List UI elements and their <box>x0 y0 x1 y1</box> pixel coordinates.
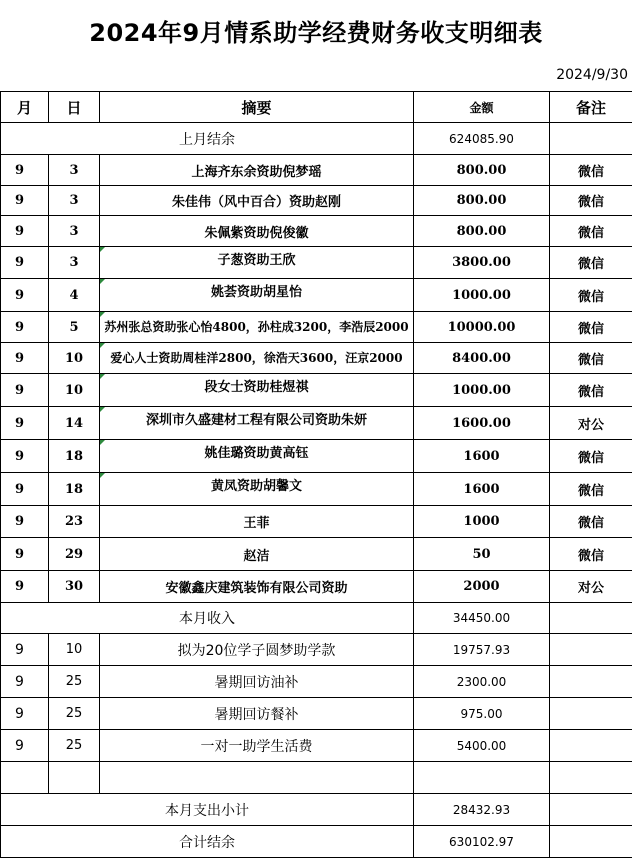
income-summary: 子葱资助王欣 <box>100 247 414 279</box>
income-day: 23 <box>49 506 100 538</box>
income-row <box>1 216 632 247</box>
income-month: 9 <box>1 538 49 571</box>
expense-summary: 暑期回访餐补 <box>100 698 414 730</box>
income-amount: 2000 <box>414 571 550 603</box>
income-row <box>1 155 632 186</box>
income-note: 微信 <box>550 440 632 473</box>
income-day: 3 <box>49 216 100 247</box>
last-month-balance-amount: 624085.90 <box>414 123 550 155</box>
income-day: 10 <box>49 343 100 374</box>
income-amount: 800.00 <box>414 216 550 247</box>
income-summary: 赵洁 <box>100 538 414 571</box>
income-month: 9 <box>1 279 49 312</box>
income-summary: 段女士资助桂煜祺 <box>100 374 414 407</box>
income-month: 9 <box>1 186 49 216</box>
income-amount: 800.00 <box>414 155 550 186</box>
total-balance-label: 合计结余 <box>1 826 414 858</box>
income-row <box>1 538 632 571</box>
income-day: 10 <box>49 374 100 407</box>
income-day: 18 <box>49 473 100 506</box>
expense-row <box>1 698 632 730</box>
income-day: 5 <box>49 312 100 343</box>
expense-amount: 2300.00 <box>414 666 550 698</box>
income-amount: 1000.00 <box>414 279 550 312</box>
header-note: 备注 <box>550 92 632 123</box>
expense-row <box>1 666 632 698</box>
header-row <box>1 92 632 123</box>
income-month: 9 <box>1 216 49 247</box>
income-month: 9 <box>1 312 49 343</box>
income-amount: 8400.00 <box>414 343 550 374</box>
expense-month: 9 <box>1 666 49 698</box>
income-summary: 朱佩紫资助倪俊徽 <box>100 216 414 247</box>
expense-summary: 一对一助学生活费 <box>100 730 414 762</box>
income-day: 3 <box>49 186 100 216</box>
income-month: 9 <box>1 374 49 407</box>
income-note: 对公 <box>550 407 632 440</box>
income-amount: 50 <box>414 538 550 571</box>
income-note: 微信 <box>550 279 632 312</box>
income-summary: 苏州张总资助张心怡4800，孙柱成3200，李浩辰2000 <box>100 312 414 343</box>
expense-amount: 975.00 <box>414 698 550 730</box>
income-amount: 1600 <box>414 440 550 473</box>
income-day: 3 <box>49 247 100 279</box>
expense-day: 10 <box>49 634 100 666</box>
expense-summary: 拟为20位学子圆梦助学款 <box>100 634 414 666</box>
income-note: 微信 <box>550 186 632 216</box>
income-row <box>1 374 632 407</box>
income-amount: 1000.00 <box>414 374 550 407</box>
expense-note <box>550 698 632 730</box>
expense-day: 25 <box>49 730 100 762</box>
income-amount: 1000 <box>414 506 550 538</box>
income-row <box>1 473 632 506</box>
income-row <box>1 247 632 279</box>
income-amount: 800.00 <box>414 186 550 216</box>
expense-note <box>550 634 632 666</box>
income-row <box>1 279 632 312</box>
income-note: 微信 <box>550 538 632 571</box>
income-note: 微信 <box>550 247 632 279</box>
income-summary: 朱佳伟（风中百合）资助赵刚 <box>100 186 414 216</box>
total-balance-amount: 630102.97 <box>414 826 550 858</box>
expense-amount: 5400.00 <box>414 730 550 762</box>
expense-month: 9 <box>1 730 49 762</box>
income-day: 29 <box>49 538 100 571</box>
income-amount: 10000.00 <box>414 312 550 343</box>
expense-row <box>1 634 632 666</box>
expense-note <box>550 666 632 698</box>
expense-day: 25 <box>49 698 100 730</box>
page-title: 2024年9月情系助学经费财务收支明细表 <box>0 0 632 60</box>
income-month: 9 <box>1 473 49 506</box>
income-month: 9 <box>1 343 49 374</box>
income-month: 9 <box>1 571 49 603</box>
income-day: 30 <box>49 571 100 603</box>
income-row <box>1 186 632 216</box>
header-month: 月 <box>1 92 49 123</box>
expense-day: 25 <box>49 666 100 698</box>
expense-month: 9 <box>1 698 49 730</box>
blank-row <box>1 762 632 794</box>
income-day: 18 <box>49 440 100 473</box>
income-note: 微信 <box>550 473 632 506</box>
income-month: 9 <box>1 440 49 473</box>
income-month: 9 <box>1 247 49 279</box>
income-note: 微信 <box>550 343 632 374</box>
income-row <box>1 440 632 473</box>
last-month-balance-row <box>1 123 632 155</box>
income-month: 9 <box>1 155 49 186</box>
expense-summary: 暑期回访油补 <box>100 666 414 698</box>
expense-note <box>550 730 632 762</box>
income-month: 9 <box>1 506 49 538</box>
expense-amount: 19757.93 <box>414 634 550 666</box>
income-day: 3 <box>49 155 100 186</box>
income-row <box>1 571 632 603</box>
header-day: 日 <box>49 92 100 123</box>
expense-row <box>1 730 632 762</box>
income-summary: 爱心人士资助周桂洋2800，徐浩天3600，汪京2000 <box>100 343 414 374</box>
income-summary: 深圳市久盛建材工程有限公司资助朱妍 <box>100 407 414 440</box>
finance-table <box>0 91 632 858</box>
expense-month: 9 <box>1 634 49 666</box>
income-summary: 黄凤资助胡馨文 <box>100 473 414 506</box>
income-summary: 安徽鑫庆建筑装饰有限公司资助 <box>100 571 414 603</box>
last-month-balance-label: 上月结余 <box>1 123 414 155</box>
income-summary: 姚佳璐资助黄高钰 <box>100 440 414 473</box>
income-note: 微信 <box>550 155 632 186</box>
income-row <box>1 312 632 343</box>
income-summary: 王菲 <box>100 506 414 538</box>
month-expense-label: 本月支出小计 <box>1 794 414 826</box>
month-expense-row <box>1 794 632 826</box>
income-note: 微信 <box>550 506 632 538</box>
income-month: 9 <box>1 407 49 440</box>
income-amount: 3800.00 <box>414 247 550 279</box>
header-amount: 金额 <box>414 92 550 123</box>
month-income-label: 本月收入 <box>1 603 414 634</box>
income-day: 4 <box>49 279 100 312</box>
income-note: 微信 <box>550 374 632 407</box>
total-balance-row <box>1 826 632 858</box>
report-date: 2024/9/30 <box>556 62 628 88</box>
month-income-row <box>1 603 632 634</box>
income-row <box>1 407 632 440</box>
income-summary: 上海齐东余资助倪梦瑶 <box>100 155 414 186</box>
income-note: 微信 <box>550 216 632 247</box>
income-amount: 1600.00 <box>414 407 550 440</box>
header-summary: 摘要 <box>100 92 414 123</box>
income-day: 14 <box>49 407 100 440</box>
income-row <box>1 343 632 374</box>
income-summary: 姚荟资助胡星怡 <box>100 279 414 312</box>
month-income-amount: 34450.00 <box>414 603 550 634</box>
income-amount: 1600 <box>414 473 550 506</box>
income-note: 微信 <box>550 312 632 343</box>
income-row <box>1 506 632 538</box>
income-note: 对公 <box>550 571 632 603</box>
month-expense-amount: 28432.93 <box>414 794 550 826</box>
